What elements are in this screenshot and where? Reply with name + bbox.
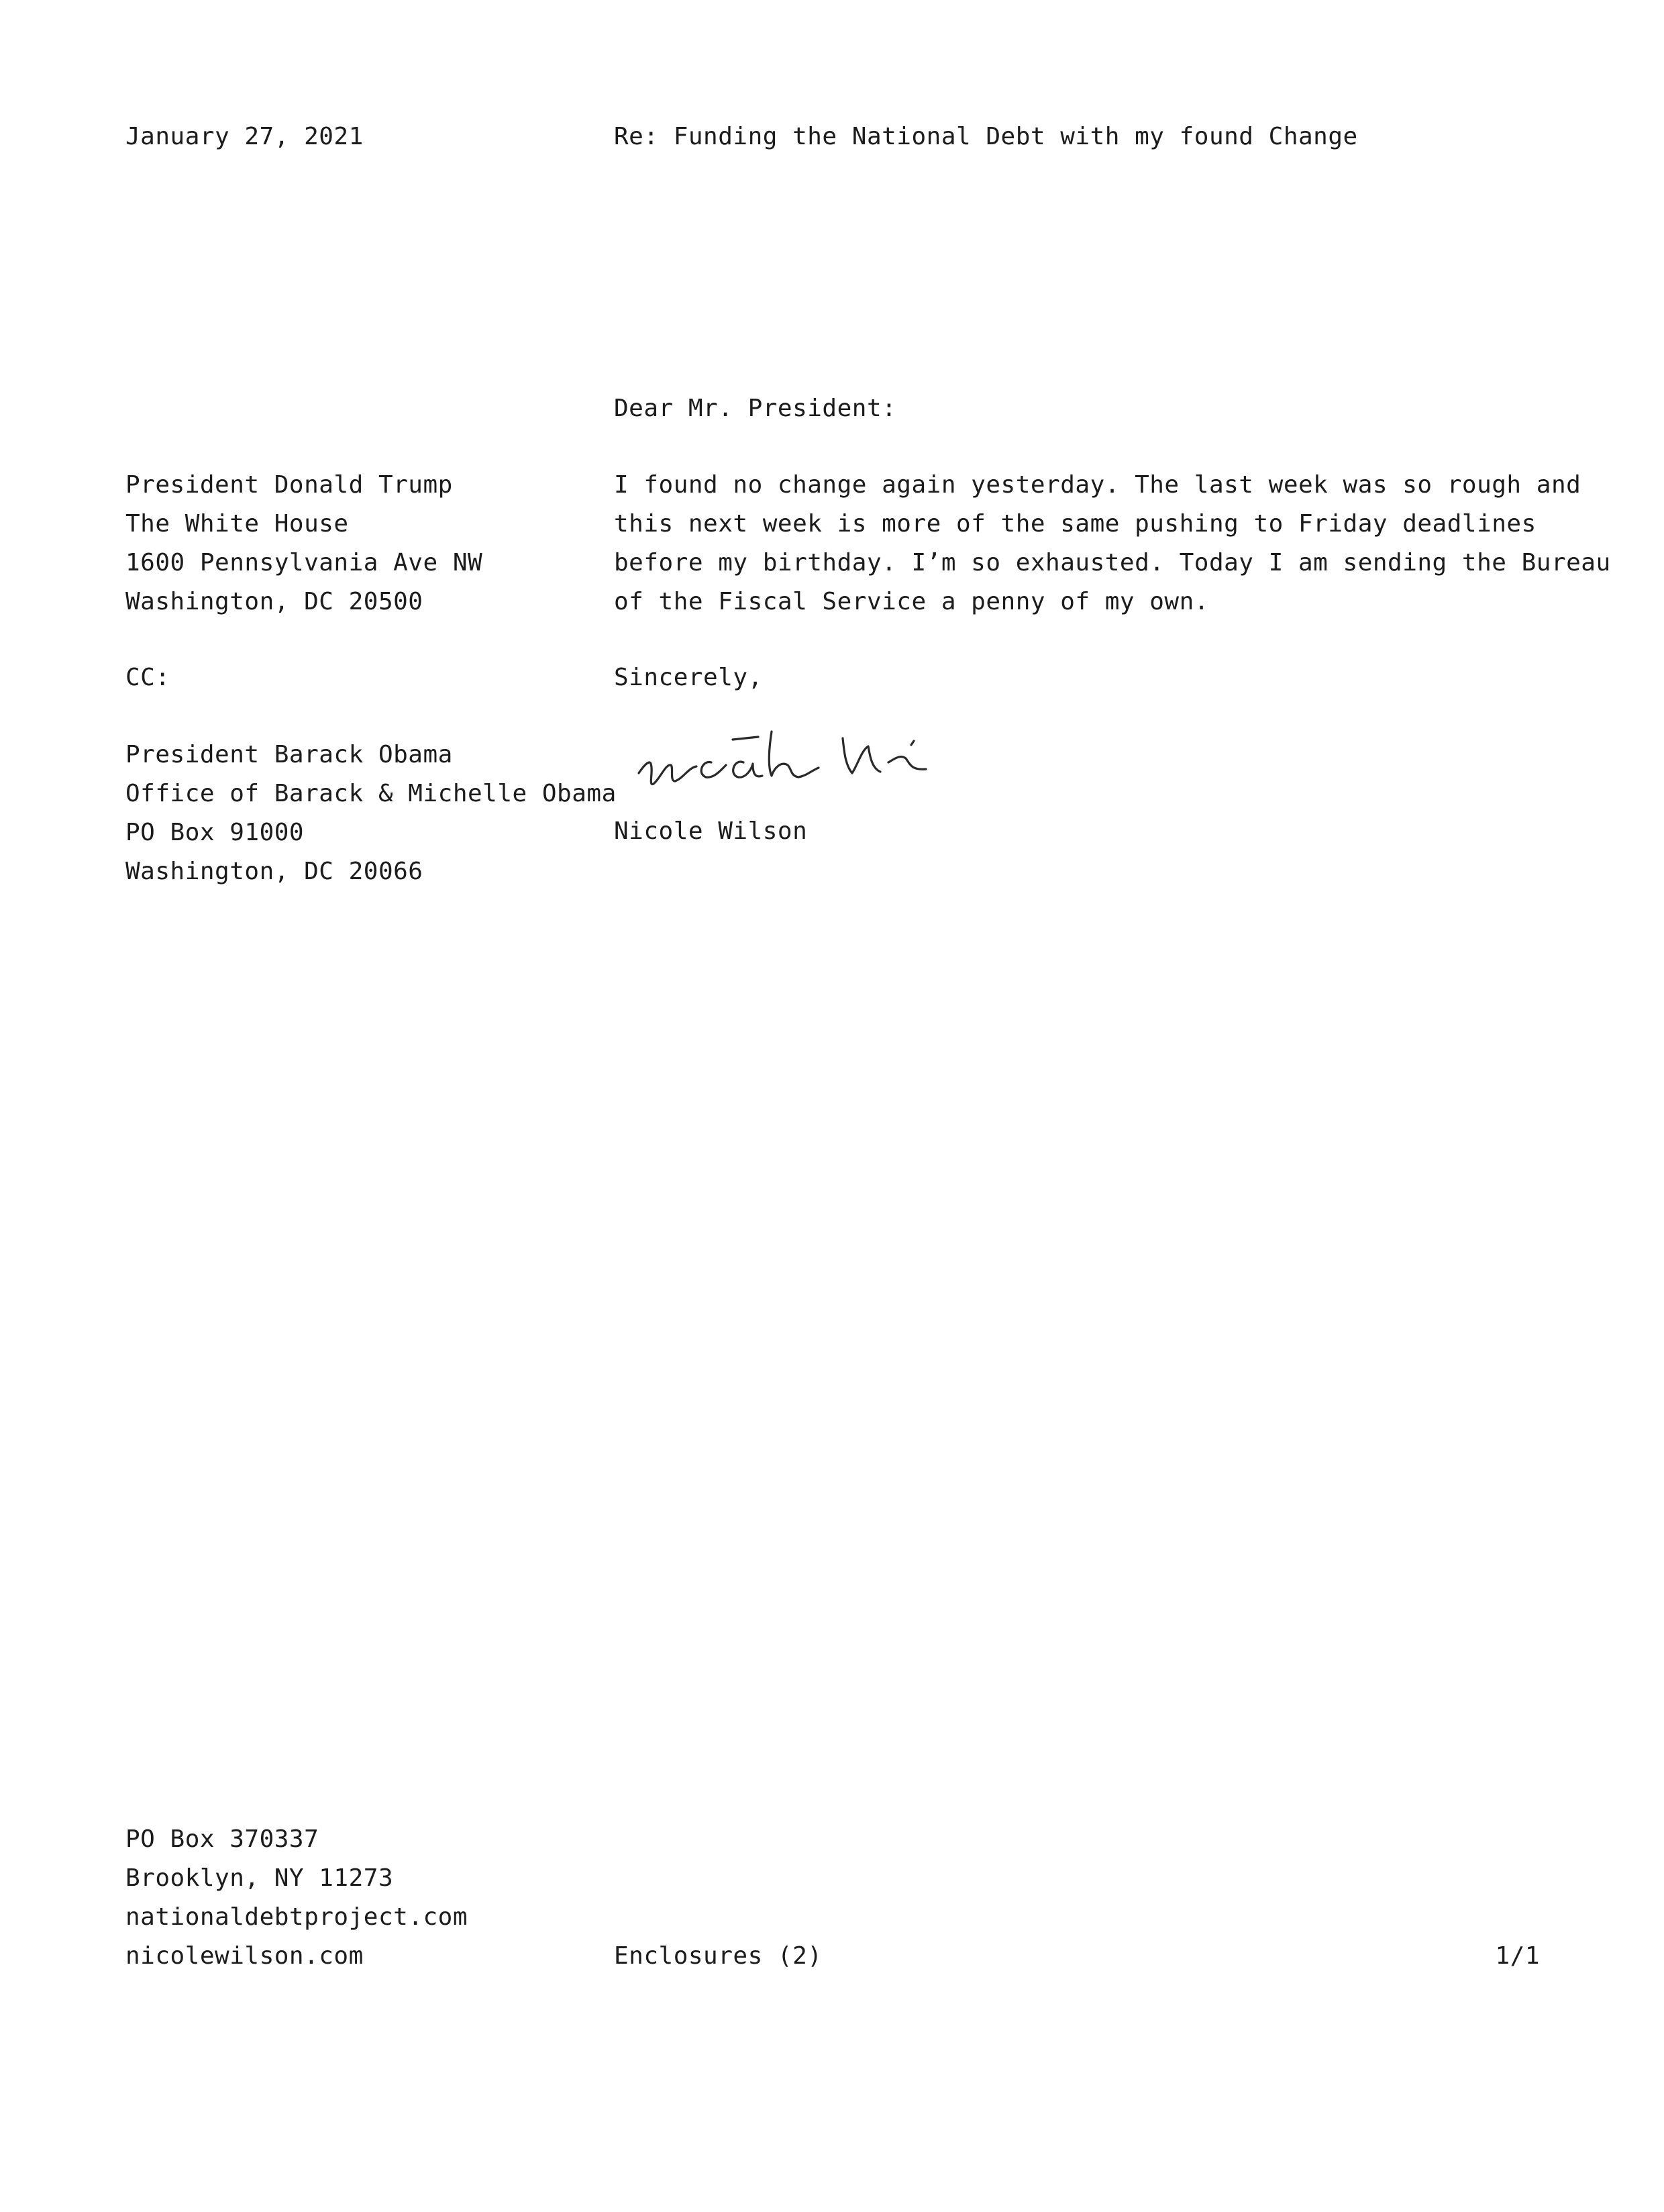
footer-website-line: nicolewilson.com	[125, 1942, 364, 1970]
body-line: of the Fiscal Service a penny of my own.	[614, 588, 1209, 615]
salutation: Dear Mr. President:	[614, 395, 897, 422]
closing: Sincerely,	[614, 664, 763, 691]
page-number: 1/1	[1495, 1942, 1540, 1970]
handwritten-signature	[631, 711, 966, 812]
recipient-address-line: President Donald Trump	[125, 471, 453, 499]
recipient-address-line: The White House	[125, 510, 349, 538]
footer-address-line: Brooklyn, NY 11273	[125, 1864, 394, 1892]
cc-address-line: PO Box 91000	[125, 819, 305, 846]
enclosures-note: Enclosures (2)	[614, 1942, 823, 1970]
body-line: before my birthday. I’m so exhausted. Today I am sending the Bureau	[614, 549, 1611, 576]
body-line: I found no change again yesterday. The last week was so rough and	[614, 471, 1581, 499]
letter-body	[614, 466, 1611, 621]
body-line: this next week is more of the same pushing to Friday deadlines	[614, 510, 1537, 538]
cc-address	[125, 736, 617, 891]
signer-name: Nicole Wilson	[614, 817, 808, 845]
cc-address-line: President Barack Obama	[125, 741, 453, 768]
recipient-address-line: Washington, DC 20500	[125, 588, 423, 615]
footer-address-line: PO Box 370337	[125, 1825, 319, 1853]
cc-address-line: Washington, DC 20066	[125, 858, 423, 885]
recipient-address	[125, 466, 482, 621]
cc-label: CC:	[125, 664, 170, 691]
recipient-address-line: 1600 Pennsylvania Ave NW	[125, 549, 483, 576]
letter-date: January 27, 2021	[125, 123, 364, 150]
sender-footer-address	[125, 1820, 468, 1976]
letter-subject: Re: Funding the National Debt with my found Change	[614, 123, 1358, 150]
footer-website-line: nationaldebtproject.com	[125, 1903, 468, 1931]
cc-address-line: Office of Barack & Michelle Obama	[125, 780, 617, 807]
